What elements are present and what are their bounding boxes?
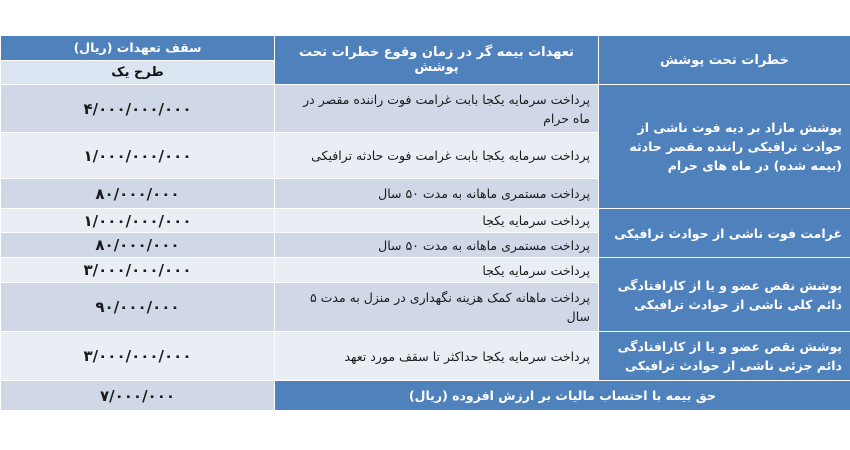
premium-amount: ۷/۰۰۰/۰۰۰	[1, 381, 275, 411]
coverage-1: پوشش مازاد بر دیه فوت ناشی از حوادث ترافیکی راننده مقصر حادثه (بیمه شده) در ماه های حرام	[599, 85, 850, 209]
coverage-3: پوشش نقص عضو و یا از کارافتادگی دائم کلی ناشی از حوادث ترافیکی	[599, 258, 850, 332]
header-plan: طرح یک	[1, 60, 275, 85]
obligation-5: پرداخت مستمری ماهانه به مدت ۵۰ سال	[275, 233, 599, 258]
insurance-table-container	[0, 35, 850, 411]
amount-6: ۳/۰۰۰/۰۰۰/۰۰۰	[1, 258, 275, 283]
amount-1: ۴/۰۰۰/۰۰۰/۰۰۰	[1, 85, 275, 133]
coverage-4: پوشش نقص عضو و یا از کارافتادگی دائم جزئی ناشی از حوادث ترافیکی	[599, 332, 850, 381]
obligation-6: پرداخت سرمایه یکجا	[275, 258, 599, 283]
amount-4: ۱/۰۰۰/۰۰۰/۰۰۰	[1, 209, 275, 233]
amount-5: ۸۰/۰۰۰/۰۰۰	[1, 233, 275, 258]
header-obligations: تعهدات بیمه گر در زمان وقوع خطرات تحت پوشش	[275, 36, 599, 85]
insurance-coverage-table	[0, 35, 850, 411]
obligation-7: پرداخت ماهانه کمک هزینه نگهداری در منزل به مدت ۵ سال	[275, 283, 599, 332]
obligation-1: پرداخت سرمایه یکجا بابت غرامت فوت راننده مقصر در ماه حرام	[275, 85, 599, 133]
amount-7: ۹۰/۰۰۰/۰۰۰	[1, 283, 275, 332]
header-ceiling: سقف تعهدات (ریال)	[1, 36, 275, 61]
amount-2: ۱/۰۰۰/۰۰۰/۰۰۰	[1, 133, 275, 179]
obligation-8: پرداخت سرمایه یکجا حداکثر تا سقف مورد تعهد	[275, 332, 599, 381]
obligation-4: پرداخت سرمایه یکجا	[275, 209, 599, 233]
coverage-2: غرامت فوت ناشی از حوادث ترافیکی	[599, 209, 850, 258]
obligation-2: پرداخت سرمایه یکجا بابت غرامت فوت حادثه ترافیکی	[275, 133, 599, 179]
amount-8: ۳/۰۰۰/۰۰۰/۰۰۰	[1, 332, 275, 381]
header-coverage: خطرات تحت پوشش	[599, 36, 850, 85]
amount-3: ۸۰/۰۰۰/۰۰۰	[1, 179, 275, 209]
obligation-3: پرداخت مستمری ماهانه به مدت ۵۰ سال	[275, 179, 599, 209]
premium-label: حق بیمه با احتساب مالیات بر ارزش افزوده (ریال)	[275, 381, 850, 411]
